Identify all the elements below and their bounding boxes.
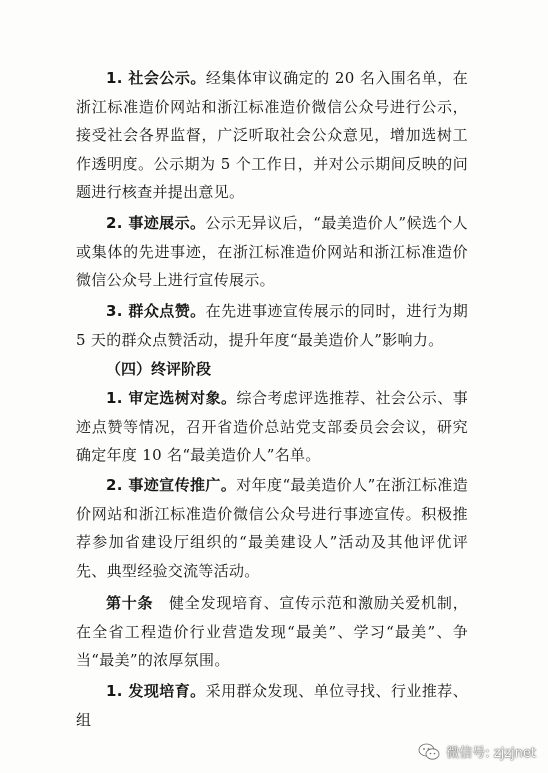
section-heading-final-review: （四）终评阶段 <box>106 360 212 378</box>
paragraph-lead: 3. 群众点赞。 <box>106 302 206 320</box>
wechat-watermark <box>418 742 536 761</box>
watermark-text: 微信号: zjzjnet <box>446 746 536 761</box>
paragraph-lead: 1. 社会公示。 <box>106 69 206 87</box>
paragraph-public-likes <box>76 297 468 354</box>
paragraph-social-publicity <box>76 64 468 207</box>
paragraph-text: 对年度“最美造价人”在浙江标准造价网站和浙江标准造价微信公众号进行事迹宣传。积极推荐参加省建设厅组织的“最美建设人”活动及其他评优评先、典型经验交流等活动。 <box>76 476 469 580</box>
paragraph-deeds-promotion <box>76 471 468 585</box>
paragraph-text: 公示无异议后，“最美造价人”候选个人或集体的先进事迹，在浙江标准造价网站和浙江标准造价微信公众号上进行宣传展示。 <box>76 214 468 289</box>
article-number: 第十条 <box>106 594 154 612</box>
paragraph-lead: 1. 发现培育。 <box>106 682 206 700</box>
paragraph-text: 经集体审议确定的 20 名入围名单，在浙江标准造价网站和浙江标准造价微信公众号进行公示，接受社会各界监督，广泛听取社会公众意见，增加选树工作透明度。公示期为 5 个工作日，并对公示期间反映的问题进行核查并提出意见。 <box>76 69 468 201</box>
wechat-icon <box>418 743 440 761</box>
paragraph-text: 综合考虑评选推荐、社会公示、事迹点赞等情况，召开省造价总站党支部委员会会议，研究确定年度 10 名“最美造价人”名单。 <box>76 389 468 464</box>
paragraph-text: 健全发现培育、宣传示范和激励关爱机制，在全省工程造价行业营造发现“最美”、学习“最美”、争当“最美”的浓厚氛围。 <box>76 594 468 669</box>
paragraph-discover-cultivate <box>76 677 468 734</box>
paragraph-deeds-display <box>76 209 468 295</box>
paragraph-lead: 2. 事迹展示。 <box>106 214 206 232</box>
paragraph-text: 在先进事迹宣传展示的同时，进行为期 5 天的群众点赞活动，提升年度“最美造价人”影响力。 <box>76 302 468 349</box>
paragraph-lead: 2. 事迹宣传推广。 <box>106 476 237 494</box>
paragraph-article-ten <box>76 589 468 675</box>
paragraph-text: 采用群众发现、单位寻找、行业推荐、组 <box>76 682 468 729</box>
paragraph-lead: 1. 审定选树对象。 <box>106 389 237 407</box>
paragraph-confirm-selection <box>76 384 468 470</box>
